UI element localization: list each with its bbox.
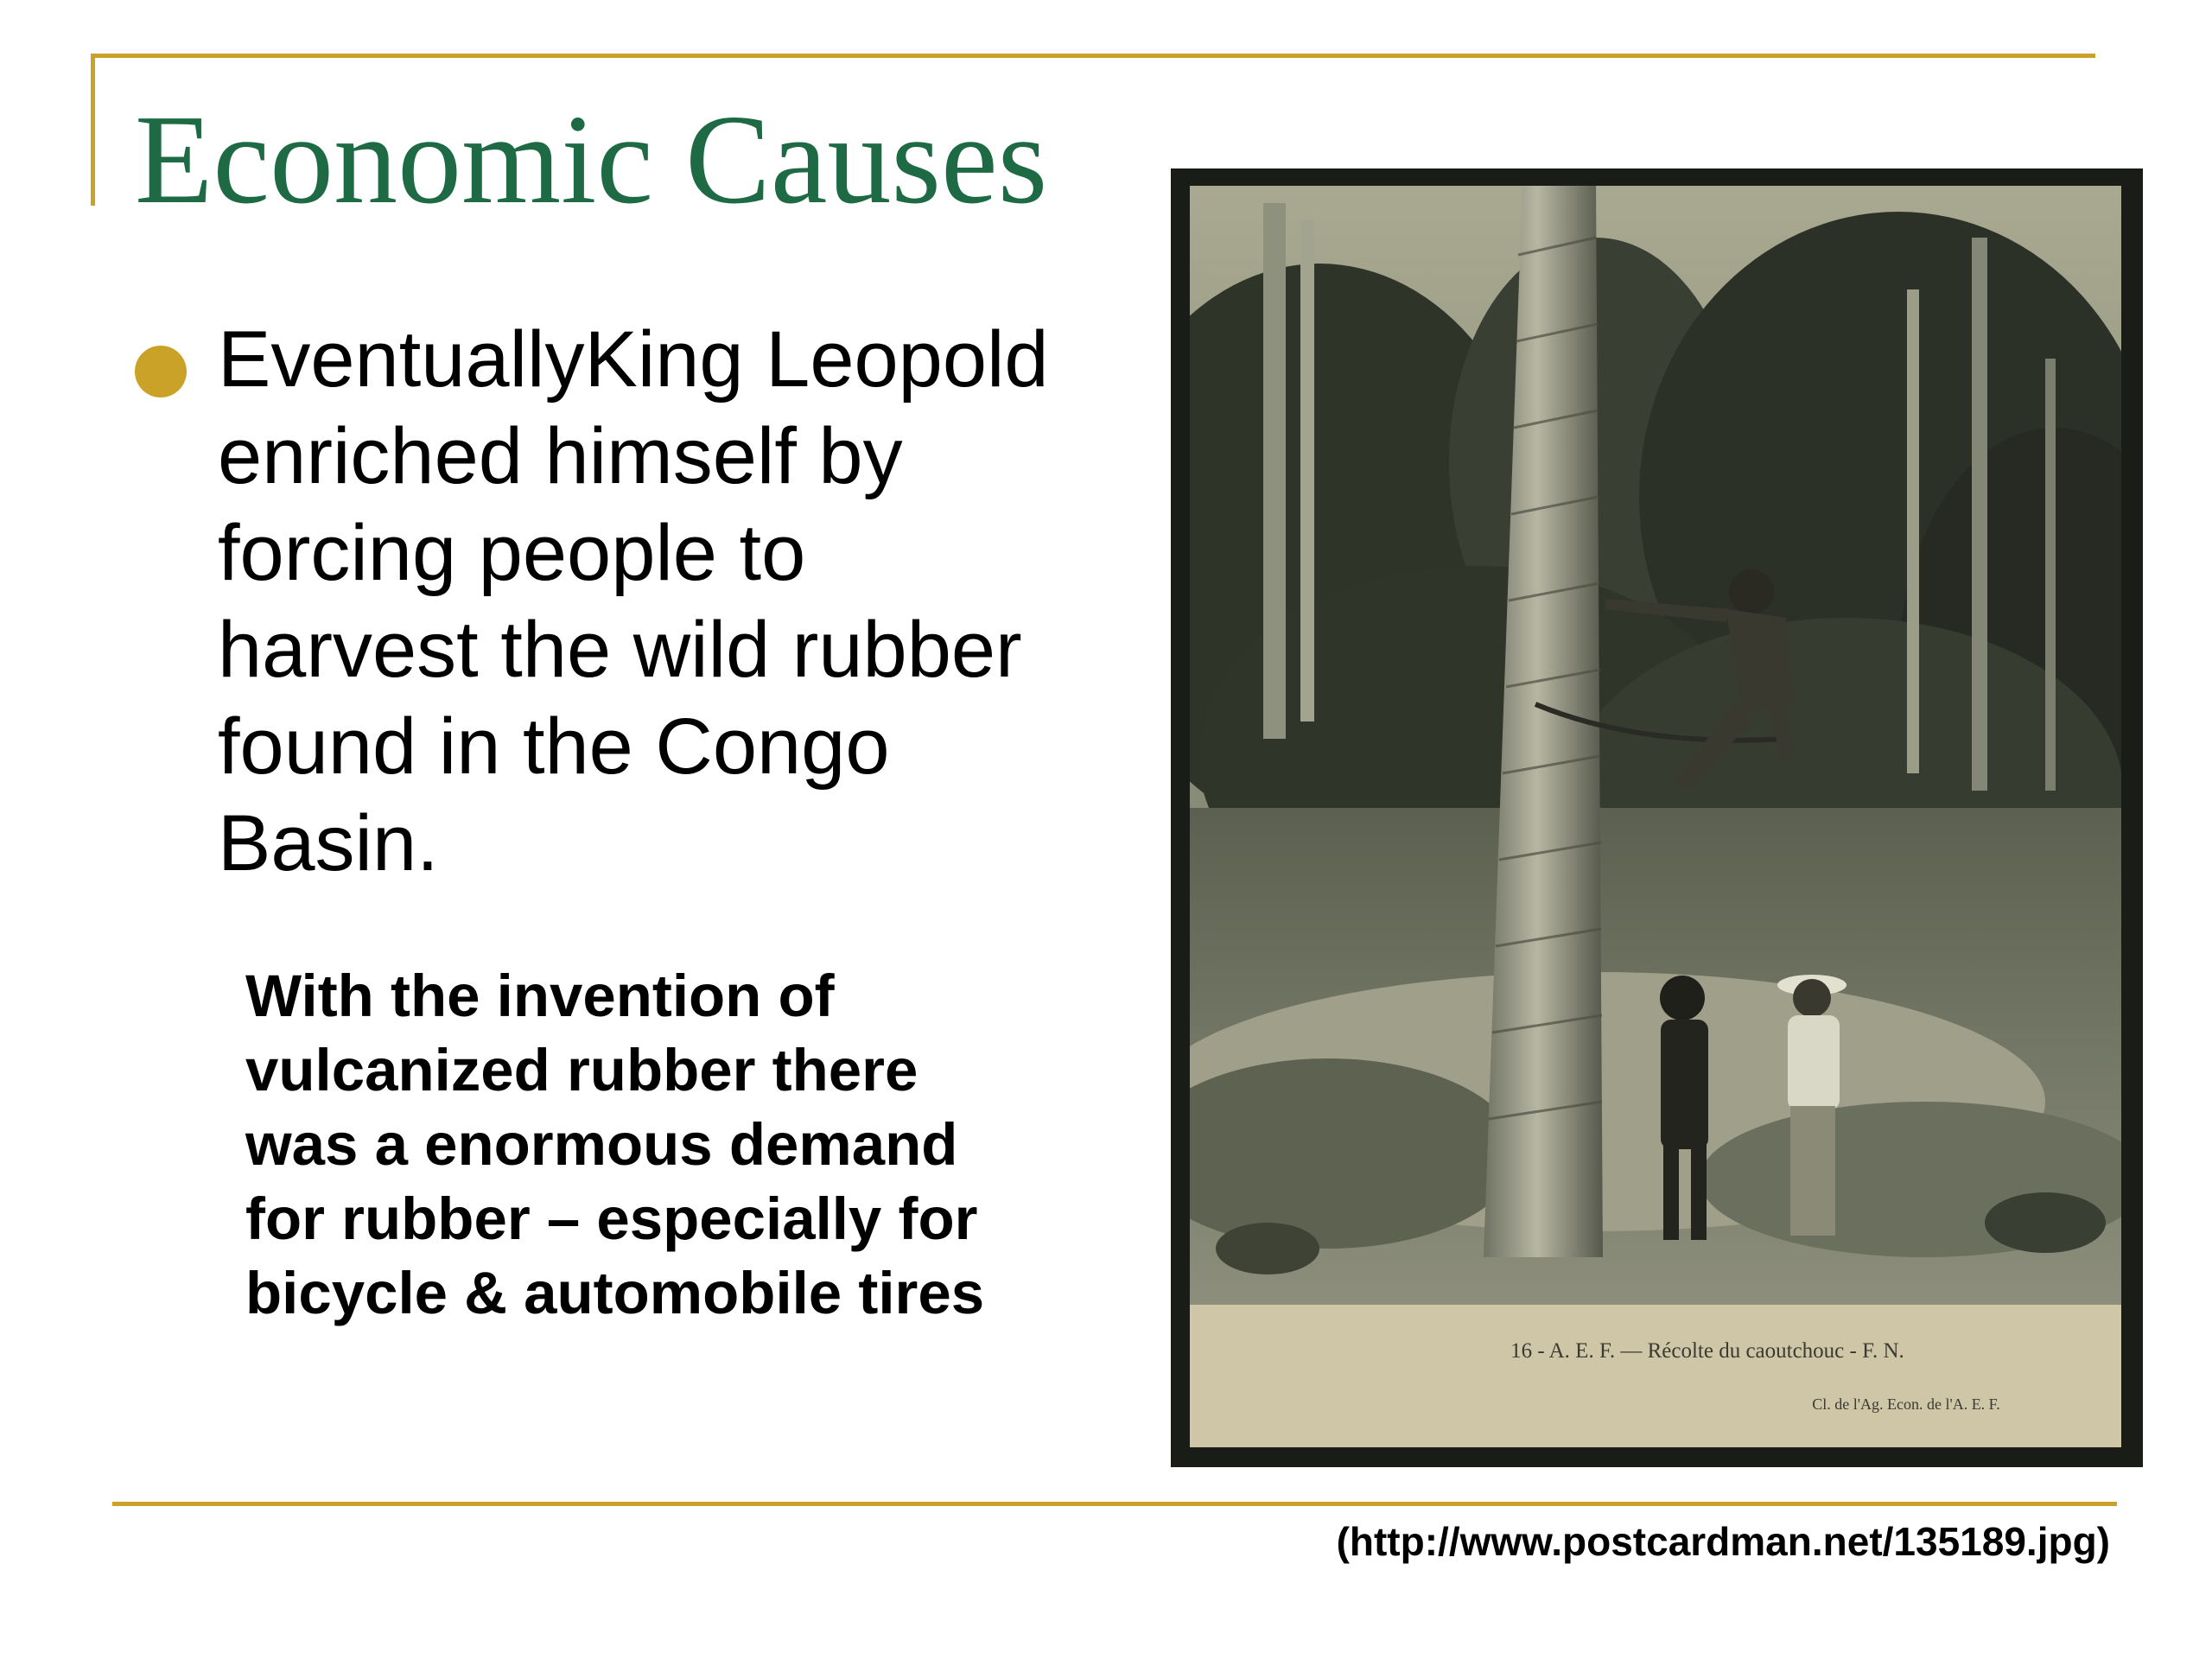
bottom-accent-rule	[112, 1502, 2117, 1506]
bullet-text	[218, 311, 1116, 892]
sub-line: vulcanized rubber there	[245, 1037, 918, 1103]
sub-line: With the invention of	[245, 963, 835, 1029]
bullet-line: harvest the wild rubber	[218, 606, 1022, 694]
image-credit: (http://www.postcardman.net/135189.jpg)	[1336, 1519, 2110, 1564]
left-accent-rule	[91, 54, 95, 206]
sub-text	[245, 959, 1109, 1331]
bullet-line: forcing people to	[218, 509, 806, 597]
postcard-photo	[1171, 168, 2143, 1467]
top-accent-rule	[91, 54, 2095, 58]
photo-subcaption: Cl. de l'Ag. Econ. de l'A. E. F.	[1812, 1395, 2000, 1413]
photo-caption: 16 - A. E. F. — Récolte du caoutchouc - F. N.	[1510, 1339, 1904, 1363]
bullet-line: found in the Congo	[218, 702, 890, 791]
bullet-line: enriched himself by	[218, 412, 903, 500]
slide-title: Economic Causes	[135, 89, 1048, 231]
bullet-line: EventuallyKing Leopold	[218, 315, 1049, 404]
bullet-icon	[135, 346, 187, 397]
sub-line: was a enormous demand	[245, 1111, 958, 1178]
rubber-harvest-photo-image	[1190, 186, 2121, 1305]
bullet-line: Basin.	[218, 799, 439, 887]
sub-line: bicycle & automobile tires	[245, 1260, 985, 1326]
sub-line: for rubber – especially for	[245, 1185, 978, 1252]
postcard-paper	[1190, 186, 2121, 1447]
